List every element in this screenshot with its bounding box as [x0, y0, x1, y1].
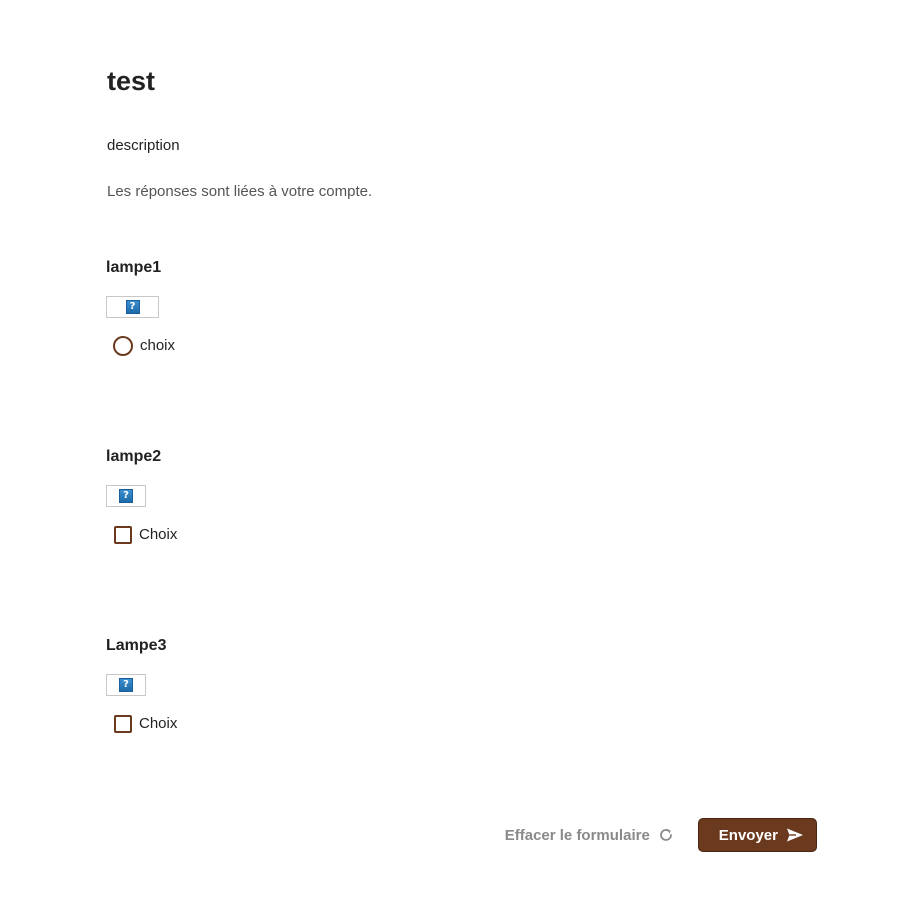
submit-label: Envoyer	[718, 826, 778, 844]
question-lampe2	[106, 447, 177, 545]
broken-image-icon: ?	[126, 300, 140, 314]
refresh-icon	[658, 827, 674, 843]
checkbox-option-choix[interactable]	[106, 525, 177, 545]
form-title: test	[107, 66, 156, 96]
form-actions	[505, 818, 817, 852]
broken-image-icon: ?	[119, 489, 133, 503]
clear-form-label: Effacer le formulaire	[504, 826, 650, 844]
radio-button[interactable]	[113, 336, 133, 356]
question-image	[106, 296, 159, 318]
option-label: Choix	[139, 526, 178, 543]
form-description: description	[107, 137, 180, 154]
checkbox[interactable]	[114, 526, 132, 544]
checkbox[interactable]	[114, 715, 132, 733]
question-image	[106, 485, 146, 507]
option-label: Choix	[139, 715, 178, 732]
send-icon	[786, 827, 804, 843]
submit-button[interactable]	[698, 818, 817, 852]
question-title: lampe2	[106, 448, 162, 465]
checkbox-option-choix[interactable]	[106, 714, 177, 734]
broken-image-icon: ?	[119, 678, 133, 692]
question-lampe1	[106, 258, 175, 356]
radio-option-choix[interactable]	[106, 336, 175, 356]
question-title: lampe1	[106, 259, 162, 276]
question-title: Lampe3	[106, 637, 167, 654]
option-label: choix	[140, 337, 176, 354]
question-lampe3	[106, 636, 177, 734]
clear-form-button[interactable]	[505, 827, 674, 844]
account-notice: Les réponses sont liées à votre compte.	[107, 183, 373, 200]
question-image	[106, 674, 146, 696]
